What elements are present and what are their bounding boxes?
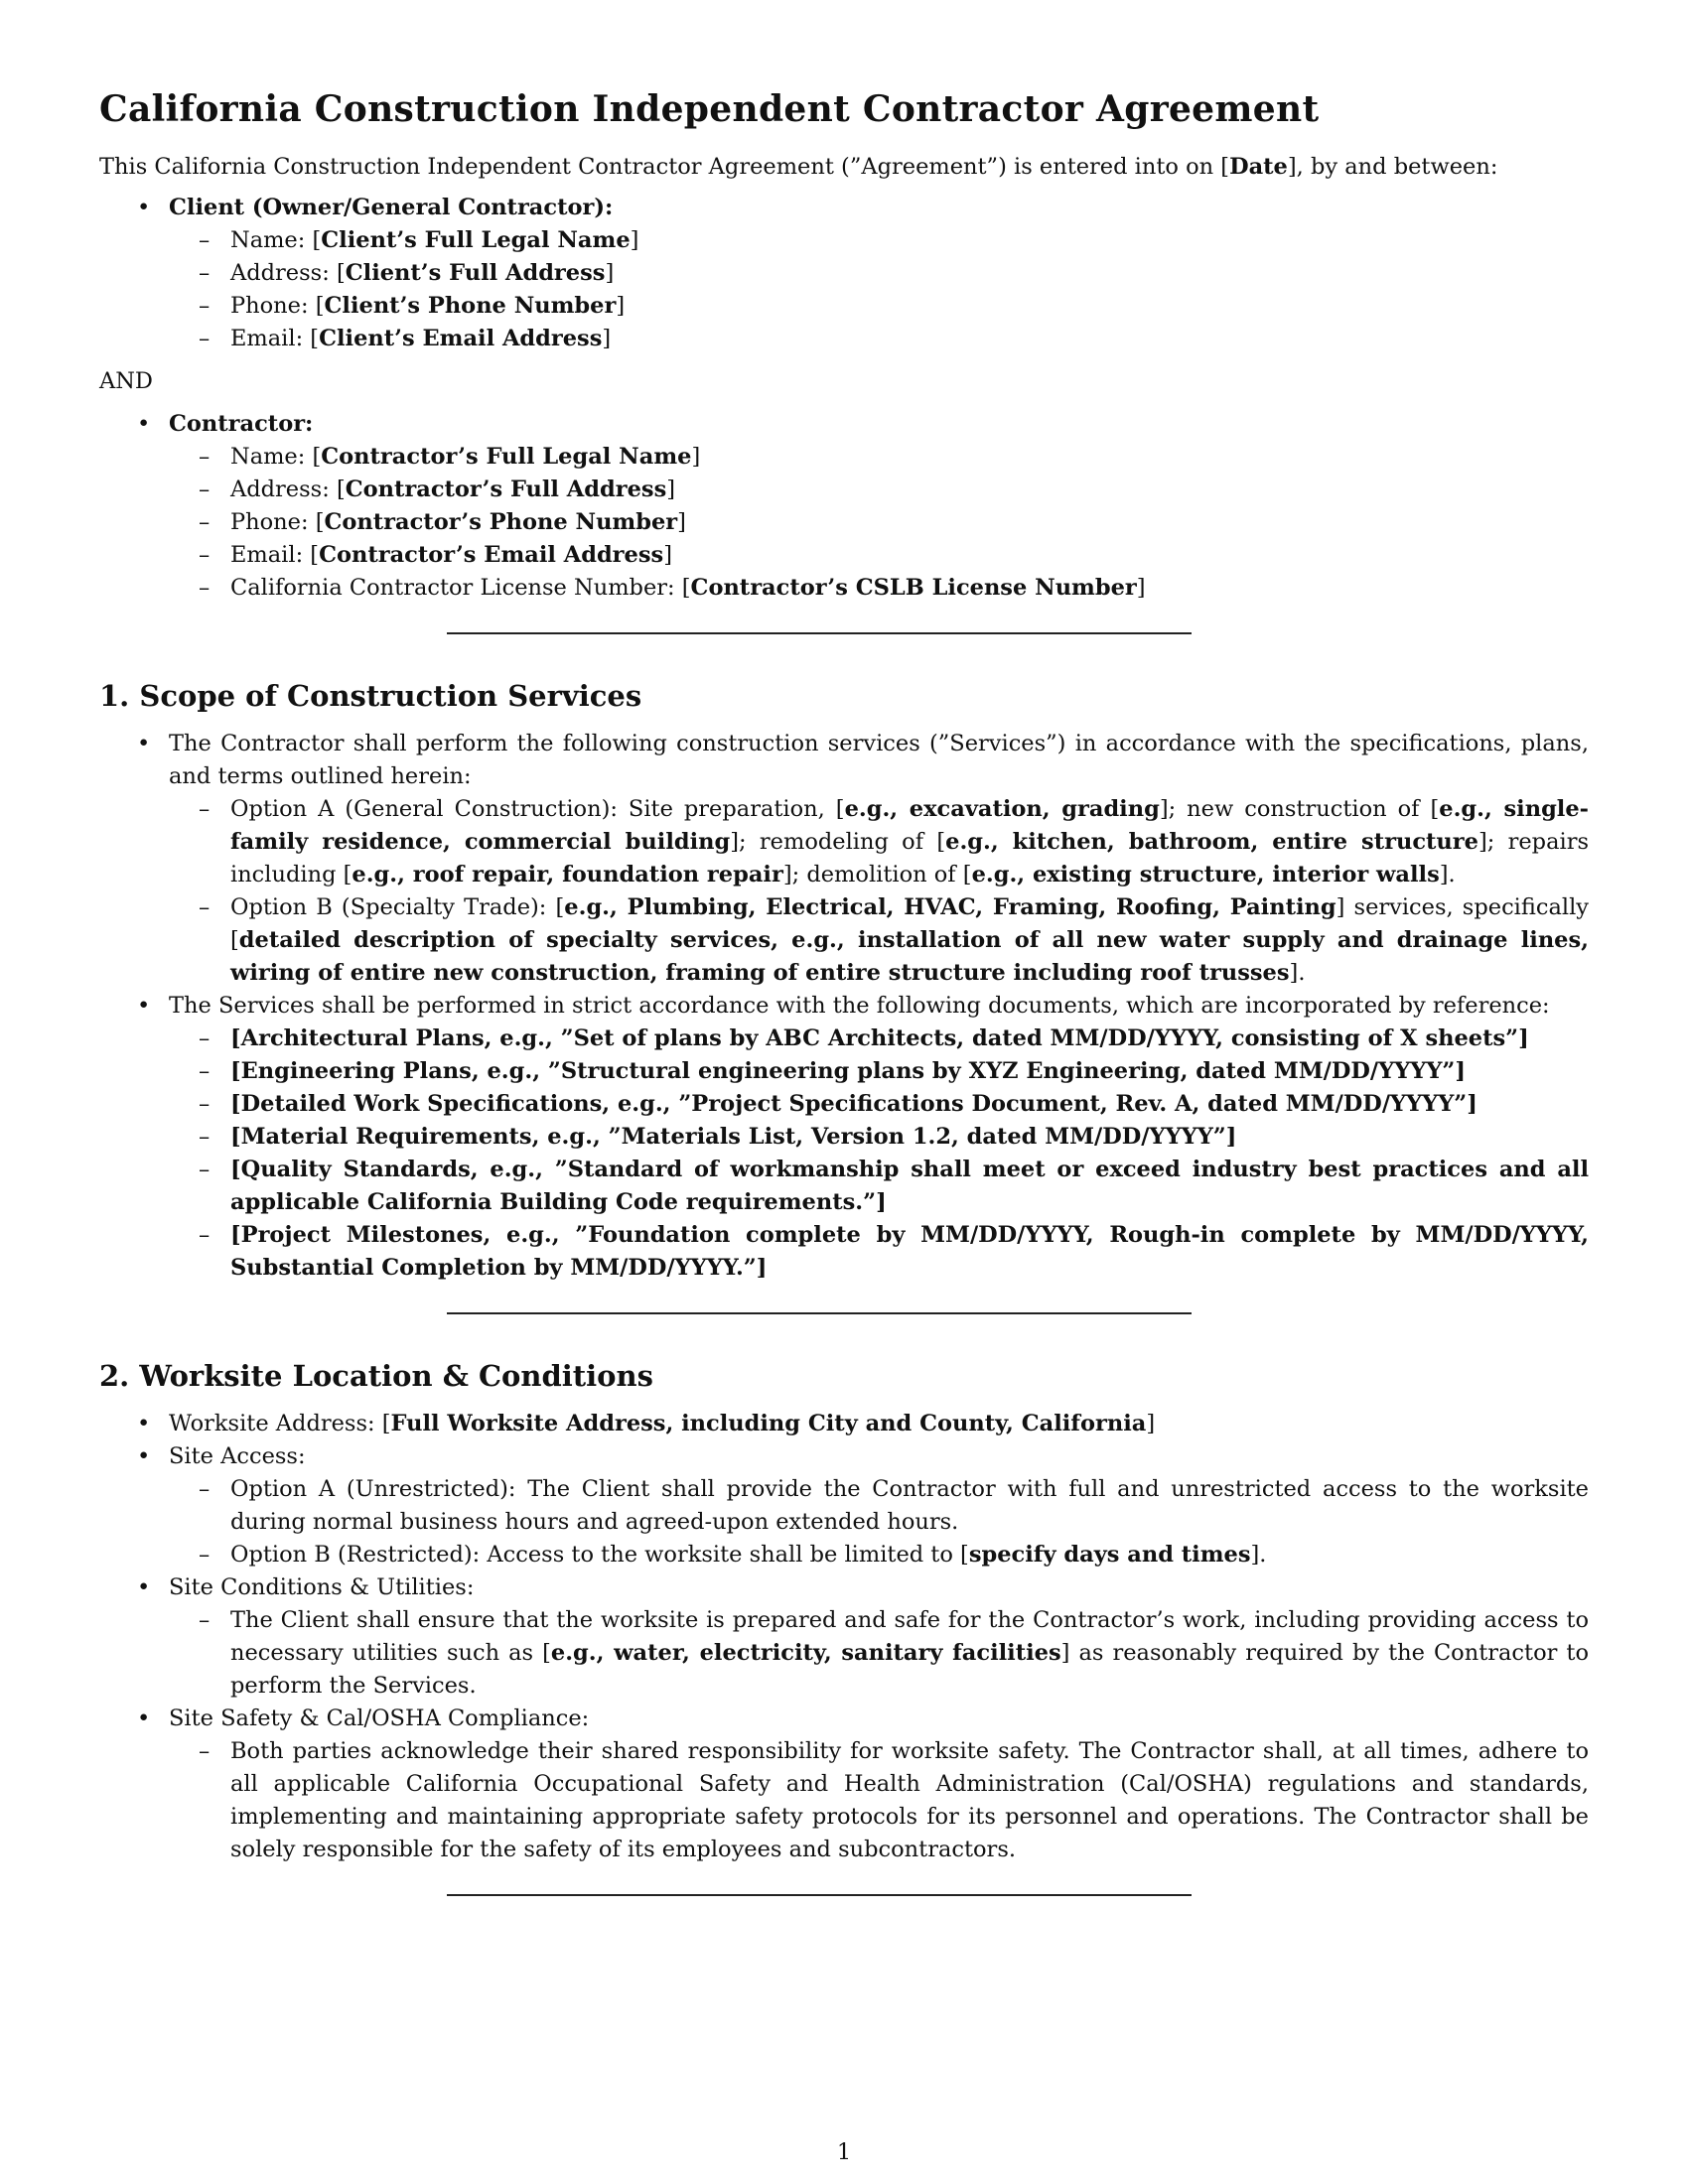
site-conditions-details [169, 1604, 1589, 1703]
site-access [99, 1440, 1589, 1571]
bracket: ] [602, 326, 612, 351]
text: ]; new construction of [ [1159, 796, 1440, 822]
doc-text: Architectural Plans, e.g., ”Set of plans by ABC Architects, dated MM/DD/YYYY, consisting of X sheets” [240, 1025, 1519, 1051]
site-safety-label: Site Safety & Cal/OSHA Compliance: [169, 1706, 590, 1731]
doc-text: Detailed Work Specifications, e.g., ”Project Specifications Document, Rev. A, dated MM/DD/YYYY” [240, 1091, 1468, 1117]
field-label: Name: [ [230, 227, 322, 253]
text: Option A (General Construction): Site preparation, [ [230, 796, 845, 822]
bracket: [ [230, 1058, 241, 1084]
bracket: ] [756, 1255, 768, 1281]
bracket: ] [1146, 1411, 1156, 1436]
and-separator: AND [99, 368, 153, 394]
field-value: Client’s Full Legal Name [321, 227, 631, 253]
field-label: Phone: [ [230, 293, 325, 319]
access-option-a: – Option A (Unrestricted): The Client shall provide the Contractor with full and unrestricted access to the worksite during normal business hours and agreed-upon extended hours. [169, 1473, 1589, 1539]
documents-list [169, 1023, 1589, 1285]
bracket: ] [876, 1189, 887, 1215]
client-email [169, 323, 1589, 355]
horizontal-rule [447, 1894, 1192, 1896]
bracket: ] [691, 444, 701, 470]
bracket: [ [230, 1025, 241, 1051]
field-value: Contractor’s CSLB License Number [690, 575, 1137, 601]
field-label: Name: [ [230, 444, 322, 470]
text: Option B (Restricted): Access to the worksite shall be limited to [ [230, 1542, 969, 1568]
bracket: ] [1467, 1091, 1477, 1117]
bracket: ] [616, 293, 626, 319]
doc-text: Engineering Plans, e.g., ”Structural engineering plans by XYZ Engineering, dated MM/DD/YYYY” [240, 1058, 1456, 1084]
section-worksite [99, 1356, 1589, 1866]
section-heading: 2. Worksite Location & Conditions [99, 1359, 653, 1393]
doc-architectural-plans [169, 1023, 1589, 1055]
placeholder: e.g., Plumbing, Electrical, HVAC, Framing, Roofing, Painting [564, 894, 1336, 920]
client-details [169, 224, 1589, 355]
scope-intro-text: The Contractor shall perform the following construction services (”Services”) in accordance with the specifications, plans, and terms outlined herein: [169, 731, 1589, 789]
site-safety [99, 1703, 1589, 1866]
site-conditions-label: Site Conditions & Utilities: [169, 1574, 475, 1600]
field-value: Contractor’s Phone Number [324, 509, 678, 535]
contractor-license [169, 572, 1589, 605]
text: ]. [1439, 862, 1456, 887]
section-scope [99, 676, 1589, 1285]
placeholder: e.g., excavation, grading [844, 796, 1160, 822]
horizontal-rule [447, 1312, 1192, 1314]
scope-services-item [99, 728, 1589, 990]
client-block [99, 192, 1589, 355]
field-label: Address: [ [230, 260, 346, 286]
contractor-details [169, 441, 1589, 605]
bracket: ] [630, 227, 639, 253]
text: ] as reasonably required by the Contractor to perform the Services. [230, 1640, 1589, 1699]
contractor-address [169, 474, 1589, 506]
text: ]; repairs including [ [230, 829, 1589, 887]
placeholder: e.g., single-family residence, commercial building [230, 796, 1590, 855]
field-label: Address: [ [230, 477, 346, 502]
conditions-utilities [169, 1604, 1589, 1703]
field-label: Phone: [ [230, 509, 325, 535]
worksite-list [99, 1408, 1589, 1866]
doc-quality-standards [169, 1154, 1589, 1219]
bracket: ] [1518, 1025, 1529, 1051]
intro-text-end: ], by and between: [1287, 154, 1498, 180]
horizontal-rule [447, 632, 1192, 634]
site-access-options [169, 1473, 1589, 1571]
field-value: Client’s Phone Number [324, 293, 617, 319]
text: ]. [1250, 1542, 1267, 1568]
placeholder: specify days and times [968, 1542, 1251, 1568]
contractor-block [99, 408, 1589, 605]
client-address [169, 257, 1589, 290]
client-phone [169, 290, 1589, 323]
section-heading: 1. Scope of Construction Services [99, 679, 642, 713]
scope-documents-item [99, 990, 1589, 1285]
doc-text: Quality Standards, e.g., ”Standard of workmanship shall meet or exceed industry best practices and all applicable California Building Code requirements.” [230, 1157, 1589, 1215]
field-label: Worksite Address: [ [169, 1411, 391, 1436]
page-number: 1 [836, 2139, 852, 2165]
placeholder: detailed description of specialty services, e.g., installation of all new water supply and drainage lines, wiring of entire new construction, framing of entire structure including roof trusses [230, 927, 1589, 986]
document-title: California Construction Independent Contractor Agreement [99, 88, 1320, 130]
text: The Client shall ensure that the worksite is prepared and safe for the Contractor’s work, including providing access to necessary utilities such as [ [230, 1607, 1589, 1666]
doc-text: Project Milestones, e.g., ”Foundation complete by MM/DD/YYYY, Rough-in complete by MM/DD/YYYY, Substantial Completion by MM/DD/YYYY.” [230, 1222, 1589, 1281]
placeholder: e.g., kitchen, bathroom, entire structure [945, 829, 1478, 855]
field-label: Email: [ [230, 542, 320, 568]
bracket: ] [677, 509, 686, 535]
bracket: [ [230, 1091, 241, 1117]
documents-intro-text: The Services shall be performed in strict accordance with the following documents, which are incorporated by reference: [169, 993, 1550, 1019]
client-list [99, 192, 1589, 355]
option-b-specialty [169, 891, 1589, 990]
doc-material-requirements [169, 1121, 1589, 1154]
bracket: ] [605, 260, 615, 286]
bracket: [ [230, 1157, 241, 1182]
text: ]; demolition of [ [782, 862, 972, 887]
safety-compliance: – Both parties acknowledge their shared responsibility for worksite safety. The Contractor shall, at all times, adhere to all applicable California Occupational Safety and Health Administration (Cal/OSHA) regulations and standards, implementing and maintaining appropriate safety protocols for its personnel and operations. The Contractor shall be solely responsible for the safety of its employees and subcontractors. [169, 1735, 1589, 1866]
field-value: Full Worksite Address, including City and County, California [390, 1411, 1147, 1436]
placeholder: e.g., water, electricity, sanitary facilities [550, 1640, 1061, 1666]
date-placeholder: Date [1229, 154, 1288, 180]
contractor-name [169, 441, 1589, 474]
field-value: Contractor’s Full Legal Name [321, 444, 692, 470]
bracket: ] [666, 477, 676, 502]
site-conditions [99, 1571, 1589, 1703]
contractor-list [99, 408, 1589, 605]
doc-project-milestones [169, 1219, 1589, 1285]
document-page [99, 85, 1589, 1896]
field-value: Contractor’s Full Address [345, 477, 667, 502]
text: ] services, specifically [ [230, 894, 1589, 953]
bracket: [ [230, 1222, 241, 1248]
bracket: ] [1455, 1058, 1466, 1084]
client-name [169, 224, 1589, 257]
placeholder: e.g., existing structure, interior walls [971, 862, 1440, 887]
doc-work-specifications [169, 1088, 1589, 1121]
contractor-heading: Contractor: [169, 411, 314, 437]
placeholder: e.g., roof repair, foundation repair [352, 862, 783, 887]
field-label: California Contractor License Number: [ [230, 575, 691, 601]
site-access-label: Site Access: [169, 1443, 306, 1469]
bracket: ] [1225, 1124, 1237, 1150]
doc-text: Material Requirements, e.g., ”Materials List, Version 1.2, dated MM/DD/YYYY” [240, 1124, 1226, 1150]
bracket: [ [230, 1124, 241, 1150]
site-safety-details [169, 1735, 1589, 1866]
access-option-b [169, 1539, 1589, 1571]
field-value: Contractor’s Email Address [319, 542, 664, 568]
doc-engineering-plans [169, 1055, 1589, 1088]
bracket: ] [1136, 575, 1146, 601]
field-value: Client’s Email Address [319, 326, 603, 351]
scope-options [169, 793, 1589, 990]
text: Option B (Specialty Trade): [ [230, 894, 565, 920]
scope-list [99, 728, 1589, 1285]
client-heading: Client (Owner/General Contractor): [169, 195, 614, 220]
intro-paragraph [99, 151, 1589, 184]
option-a-general [169, 793, 1589, 891]
field-value: Client’s Full Address [345, 260, 606, 286]
contractor-phone [169, 506, 1589, 539]
intro-text: This California Construction Independent Contractor Agreement (”Agreement”) is entered into on [ [99, 154, 1230, 180]
text: ]; remodeling of [ [730, 829, 946, 855]
worksite-address [99, 1408, 1589, 1440]
text: ]. [1289, 960, 1306, 986]
field-label: Email: [ [230, 326, 320, 351]
contractor-email [169, 539, 1589, 572]
bracket: ] [663, 542, 672, 568]
